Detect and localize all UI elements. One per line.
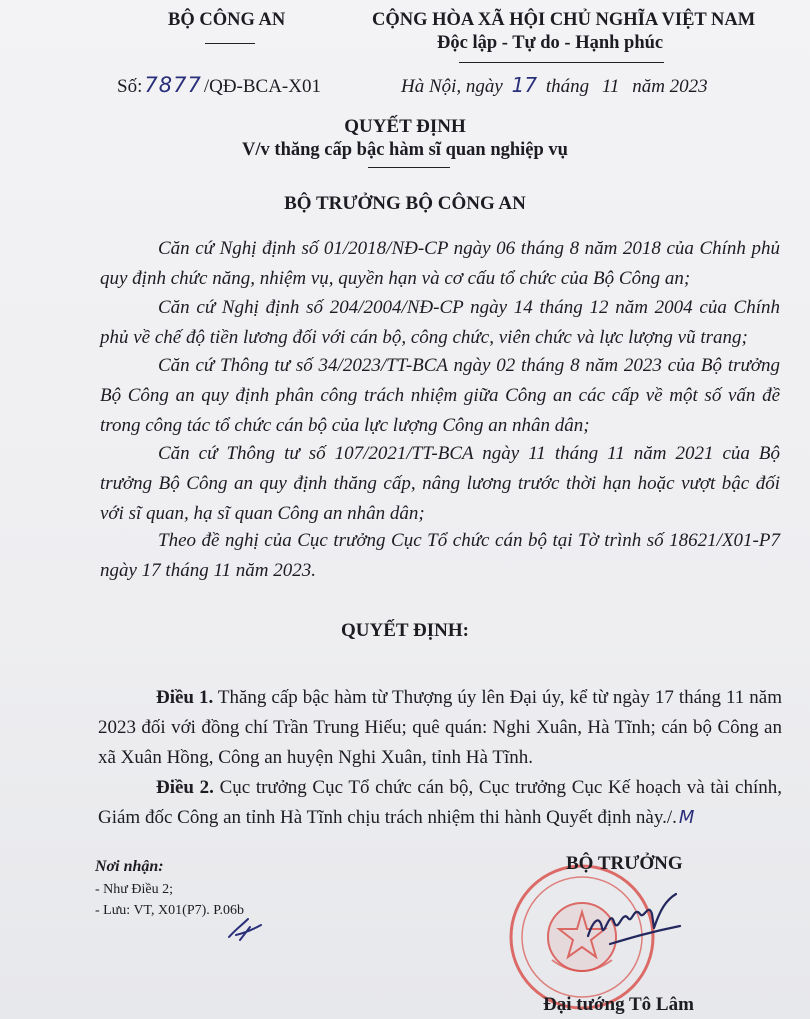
agency-name: BỘ CÔNG AN — [168, 10, 286, 30]
signer-position: BỘ TRƯỞNG — [566, 853, 683, 874]
decision-subject: V/v thăng cấp bậc hàm sĩ quan nghiệp vụ — [242, 140, 568, 160]
recipients-title: Nơi nhận: — [95, 858, 164, 875]
legal-basis-3: Căn cứ Thông tư số 34/2023/TT-BCA ngày 02 tháng 8 năm 2023 của Bộ trưởng Bộ Công an quy định phân công trách nhiệm giữa Công an các cấp về một số vấn đề trong công tác tổ chức cán bộ của lực lượng Công an nhân dân; — [100, 355, 780, 436]
legal-basis-1: Căn cứ Nghị định số 01/2018/NĐ-CP ngày 06 tháng 8 năm 2018 của Chính phủ quy định chức năng, nhiệm vụ, quyền hạn và cơ cấu tổ chức của Bộ Công an; — [100, 238, 780, 289]
date-day-handwritten: 17 — [511, 73, 538, 97]
article-2 — [98, 773, 782, 833]
agency-underline — [205, 43, 255, 44]
article-1-text: Thăng cấp bậc hàm từ Thượng úy lên Đại úy, kể từ ngày 17 tháng 11 năm 2023 đối với đồng chí Trần Trung Hiếu; quê quán: Nghi Xuân, Hà Tĩnh; cán bộ Công an xã Xuân Hồng, Công an huyện Nghi Xuân, tỉnh Hà Tĩnh. — [98, 687, 782, 768]
legal-basis-2: Căn cứ Nghị định số 204/2004/NĐ-CP ngày 14 tháng 12 năm 2004 của Chính phủ về chế độ tiền lương đối với cán bộ, công chức, viên chức và lực lượng vũ trang; — [100, 297, 780, 348]
article-1-label: Điều 1. — [156, 687, 214, 708]
signer-name: Đại tướng Tô Lâm — [543, 994, 694, 1015]
date-month: 11 — [601, 76, 620, 97]
recipient-item-1: - Như Điều 2; — [95, 882, 173, 897]
document-date — [401, 73, 708, 98]
decision-title: QUYẾT ĐỊNH — [344, 116, 466, 137]
recipient-item-2: - Lưu: VT, X01(P7). P.06b — [95, 903, 245, 918]
initial-mark-icon — [226, 915, 264, 943]
number-suffix: /QĐ-BCA-X01 — [203, 76, 321, 97]
motto-underline — [459, 62, 664, 63]
date-month-label: tháng — [545, 76, 590, 97]
decision-heading: QUYẾT ĐỊNH: — [341, 620, 469, 641]
legal-basis-4: Căn cứ Thông tư số 107/2021/TT-BCA ngày 11 tháng 11 năm 2021 của Bộ trưởng Bộ Công an quy định thăng cấp, nâng lương trước thời hạn hoặc vượt bậc đối với sĩ quan, hạ sĩ quan Công an nhân dân; — [100, 443, 780, 524]
article-2-initials: M — [678, 807, 695, 828]
proposal-basis: Theo đề nghị của Cục trưởng Cục Tổ chức cán bộ tại Tờ trình số 18621/X01-P7 ngày 17 tháng 11 năm 2023. — [100, 530, 780, 581]
subject-underline — [368, 167, 450, 168]
article-1 — [98, 683, 782, 773]
republic-name: CỘNG HÒA XÃ HỘI CHỦ NGHĨA VIỆT NAM — [372, 10, 756, 30]
signature-icon — [580, 888, 695, 958]
article-2-label: Điều 2. — [156, 777, 214, 798]
article-2-text: Cục trưởng Cục Tổ chức cán bộ, Cục trưởng Cục Kế hoạch và tài chính, Giám đốc Công an tỉnh Hà Tĩnh chịu trách nhiệm thi hành Quyết định này./. — [98, 777, 782, 828]
number-prefix: Số: — [117, 76, 143, 97]
date-year: năm 2023 — [632, 76, 708, 97]
number-handwritten: 7877 — [144, 73, 202, 97]
motto: Độc lập - Tự do - Hạnh phúc — [437, 33, 664, 53]
document-number — [117, 73, 321, 98]
date-prefix: Hà Nội, ngày — [401, 76, 503, 97]
issuing-authority: BỘ TRƯỞNG BỘ CÔNG AN — [284, 193, 526, 214]
